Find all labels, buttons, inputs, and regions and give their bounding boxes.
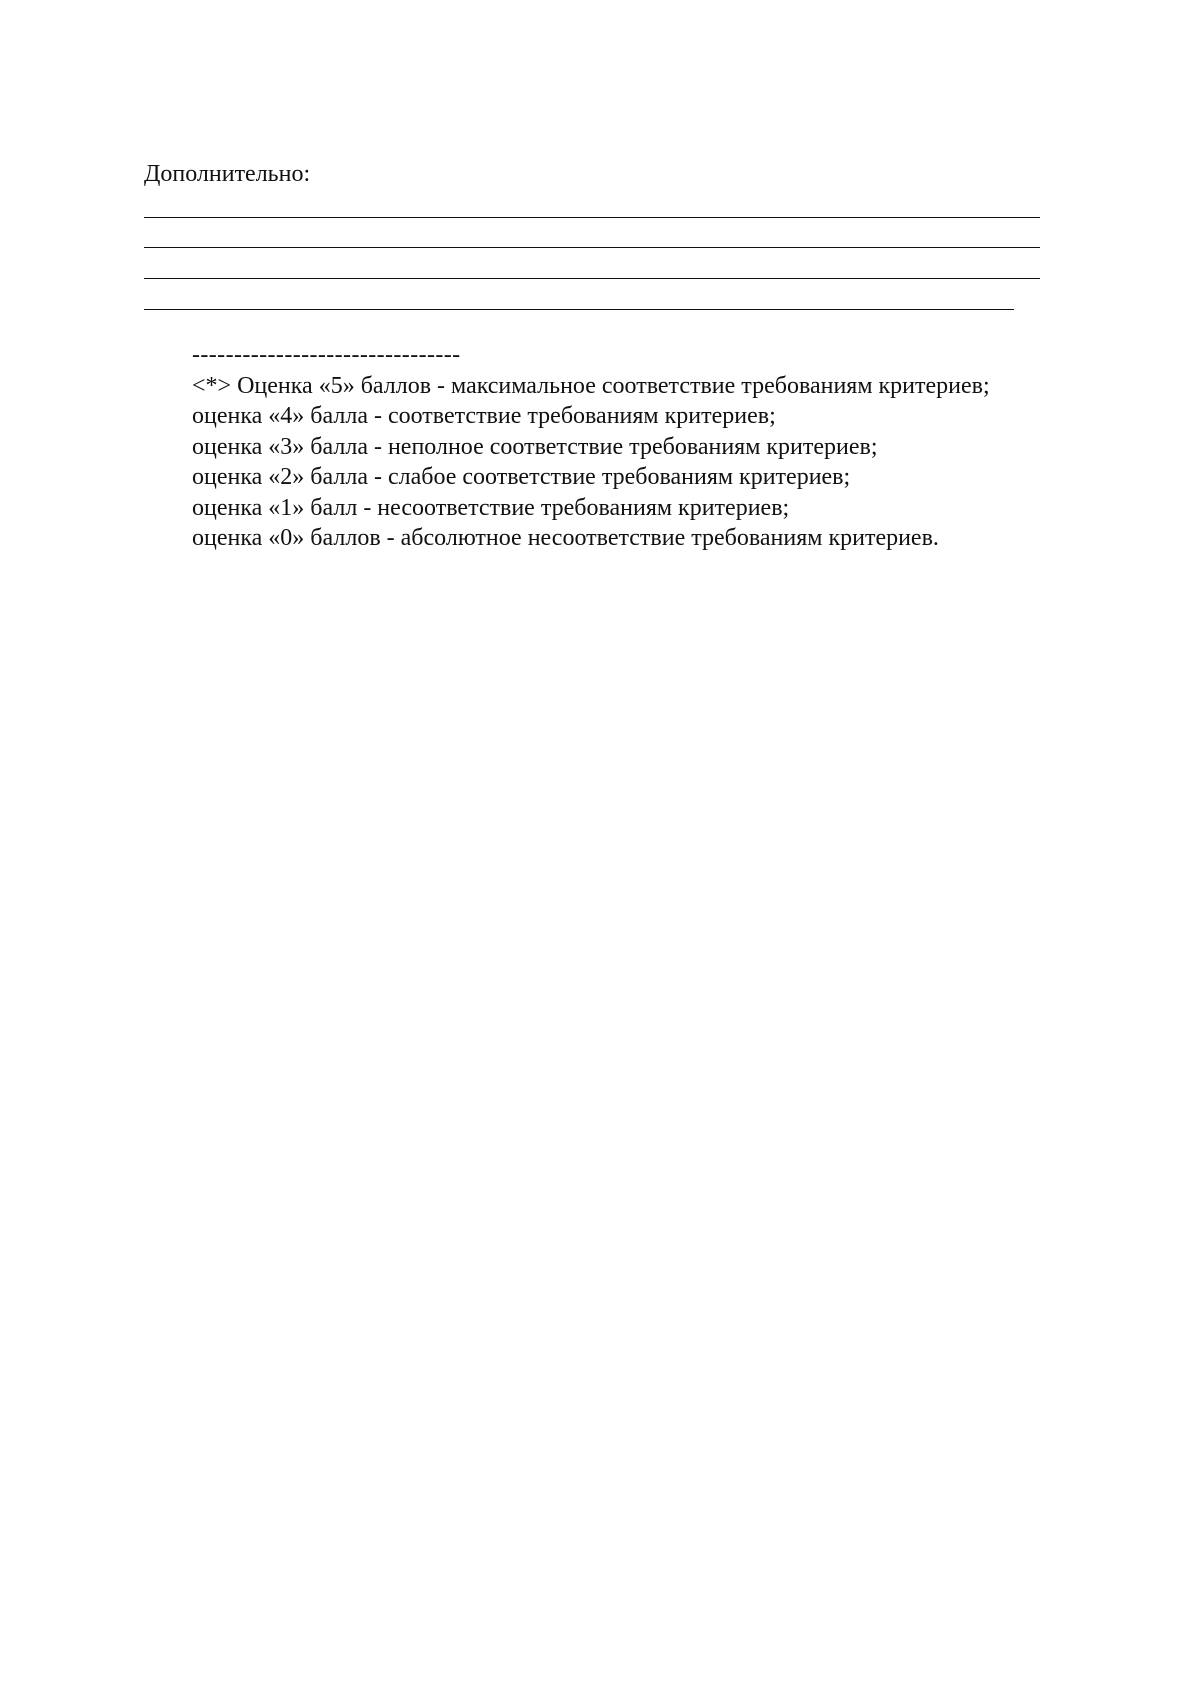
footnote-score-1: оценка «1» балл - несоответствие требованиям критериев; xyxy=(192,494,790,521)
blank-fill-line xyxy=(144,247,1040,248)
footnote-score-5: <*> Оценка «5» баллов - максимальное соответствие требованиям критериев; xyxy=(192,372,990,399)
blank-fill-line xyxy=(144,309,1014,310)
footnote-score-2: оценка «2» балла - слабое соответствие требованиям критериев; xyxy=(192,464,851,490)
footnote-score-3: оценка «3» балла - неполное соответствие требованиям критериев; xyxy=(192,433,878,460)
blank-fill-line xyxy=(144,217,1040,218)
footnote-score-4: оценка «4» балла - соответствие требованиям критериев; xyxy=(192,403,776,429)
footnote-block xyxy=(144,340,1120,554)
additional-heading: Дополнительно: xyxy=(144,161,311,187)
blank-fill-line xyxy=(144,278,1040,279)
footnote-score-0: оценка «0» баллов - абсолютное несоответствие требованиям критериев. xyxy=(192,525,939,551)
footnote-separator: -------------------------------- xyxy=(192,342,461,368)
